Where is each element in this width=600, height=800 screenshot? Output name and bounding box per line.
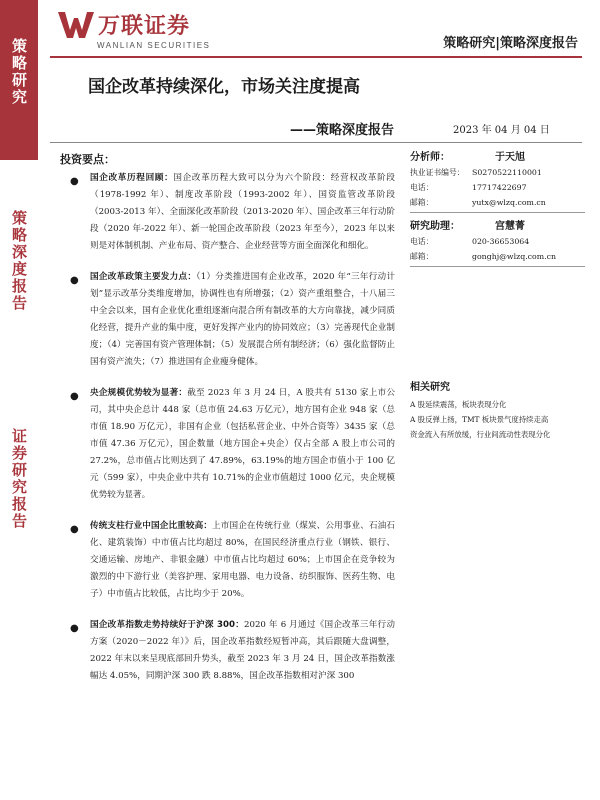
- logo-name-cn: 万联证券: [98, 14, 191, 39]
- key-point-body: （1）分类推进国有企业改革，2020 年“三年行动计划”显示改革分类维度增加，协调性也有所增强；（2）资产重组整合，十八届三中全会以来，国有企业优化重组逐渐向混合所有制改革的大方向靠拢，减少同质化经营，提升产业的集中度，更好发挥产业内的协同效应；（3）完善现代企业制度；（4）完善国有资产管理体制；（5）发展混合所有制经济；（6）强化监督防止国有资产流失；（7）推进国有企业瘦身健体。: [90, 272, 395, 367]
- sidebar-block-deep-report: [0, 160, 38, 390]
- email-link[interactable]: yutx@wlzq.com.cn: [472, 198, 546, 207]
- phone-row: [410, 180, 585, 195]
- analyst-row: [410, 146, 585, 165]
- phone-label: 电话：: [410, 183, 434, 192]
- bullet-icon: ●: [70, 524, 79, 535]
- email-link-2[interactable]: gonghj@wlzq.com.cn: [472, 252, 556, 261]
- bullet-icon: ●: [70, 176, 79, 187]
- analyst-panel: [410, 146, 585, 269]
- sidebar-block-research: [0, 0, 38, 160]
- license-row: [410, 165, 585, 180]
- key-point-heading: 国企改革历程回顾：: [90, 173, 174, 183]
- key-point-item: [68, 518, 395, 603]
- key-points-label: 投资要点：: [60, 153, 115, 166]
- bullet-icon: ●: [70, 391, 79, 402]
- key-point-body: 截至 2023 年 3 月 24 日，A 股共有 5130 家上市公司，其中央企总计 448 家（总市值 24.63 万亿元），地方国有企业 948 家（总市值 18.90 万亿元），非国有企业（包括私营企业、中外合资等）3435 家（总市值 47.36 万亿元），国企数量（地方国企+央企）仅占全部 A 股上市公司的 27.2%，总市值占比则达到了 47.89%，63.19%的地方国企市值小于 100 亿元（599 家），中央企业中共有 10.71%的企业市值超过 1000 亿元，央企规模优势较为显著。: [90, 388, 395, 500]
- email-row-2: [410, 249, 585, 264]
- bullet-icon: ●: [70, 275, 79, 286]
- email-label: 邮箱：: [410, 198, 434, 207]
- related-link[interactable]: 资金流入有所放缓，行业间流动性表现分化: [410, 430, 551, 439]
- phone-number: 17717422697: [472, 183, 527, 192]
- key-point-heading: 国企改革指数走势持续好于沪深 300：: [90, 620, 245, 630]
- key-point-heading: 央企规模优势较为显著：: [90, 388, 188, 398]
- wanlian-logo-icon: [58, 10, 94, 40]
- key-point-item: [68, 385, 395, 504]
- related-link[interactable]: A 股延续震荡，板块表现分化: [410, 400, 507, 409]
- header-divider: [50, 56, 582, 58]
- report-title: 国企改革持续深化，市场关注度提高: [88, 77, 360, 97]
- email-label-2: 邮箱：: [410, 252, 434, 261]
- phone-number-2: 020-36653064: [472, 237, 530, 246]
- phone-row-2: [410, 234, 585, 249]
- report-date: 2023 年 04 月 04 日: [453, 125, 550, 136]
- assistant-name: 宫慧菁: [495, 221, 525, 232]
- logo-name-en: WANLIAN SECURITIES: [97, 41, 211, 50]
- license-label: 执业证书编号：: [410, 168, 465, 177]
- key-point-item: [68, 269, 395, 371]
- analyst-name: 于天旭: [495, 152, 525, 163]
- related-research-title: 相关研究: [410, 382, 450, 393]
- header-category: 策略研究|策略深度报告: [443, 36, 578, 51]
- license-number: S0270522110001: [472, 168, 542, 177]
- sidebar-block-securities: [0, 390, 38, 800]
- assistant-row: [410, 215, 585, 234]
- bullet-icon: ●: [70, 623, 79, 634]
- assistant-divider: [410, 266, 585, 267]
- key-point-heading: 国企改革政策主要发力点：: [90, 272, 197, 282]
- key-point-body: 国企改革历程大致可以分为六个阶段：经营权改革阶段（1978-1992 年）、制度改革阶段（1993-2002 年）、国资监管改革阶段（2003-2013 年）、全面深化改革阶段（2013-2020 年）、国企改革三年行动阶段（2020 年-2022 年）、新一轮国企改革阶段（2023 年至今），2023 年以来则是对体制机制、产业布局、资产整合、企业经营等方面全面深化和细化。: [90, 173, 395, 251]
- key-point-item: [68, 170, 395, 255]
- analyst-label: 分析师：: [410, 152, 450, 163]
- sidebar-label-deep-report: 策略深度报告: [10, 210, 28, 312]
- title-divider: [50, 142, 582, 143]
- key-point-body: 上市国企在传统行业（煤炭、公用事业、石油石化、建筑装饰）中市值占比均超过 80%，在国民经济重点行业（钢铁、银行、交通运输、房地产、非银金融）中市值占比均超过 60%；上市国企在竞争较为激烈的中下游行业（美容护理、家用电器、电力设备、纺织服饰、医药生物、电子）中市值占比较低，占比均少于 20%。: [90, 521, 395, 599]
- assistant-label: 研究助理：: [410, 221, 460, 232]
- related-link[interactable]: A 股反弹上扬，TMT 板块景气度持续走高: [410, 415, 549, 424]
- key-point-heading: 传统支柱行业中国企比重较高：: [90, 521, 213, 531]
- key-points-list: [68, 170, 395, 699]
- key-point-item: [68, 617, 395, 685]
- sidebar-label-research: 策略研究: [10, 38, 28, 106]
- related-research: [410, 378, 590, 442]
- analyst-divider: [410, 212, 585, 213]
- phone-label-2: 电话：: [410, 237, 434, 246]
- sidebar-label-securities: 证券研究报告: [10, 428, 28, 530]
- report-subtitle: ——策略深度报告: [290, 123, 395, 138]
- email-row: [410, 195, 585, 210]
- key-point-body: 2020 年 6 月通过《国企改革三年行动方案（2020－2022 年）》后，国企改革指数经短暂冲高，其后跟随大盘调整，2022 年末以来呈现底部回升势头，截至 2023 年 3 月 24 日，国企改革指数涨幅达 4.05%，同期沪深 300 跌 8.88%，国企改革指数相对沪深 300: [90, 620, 395, 681]
- company-logo: [58, 9, 190, 40]
